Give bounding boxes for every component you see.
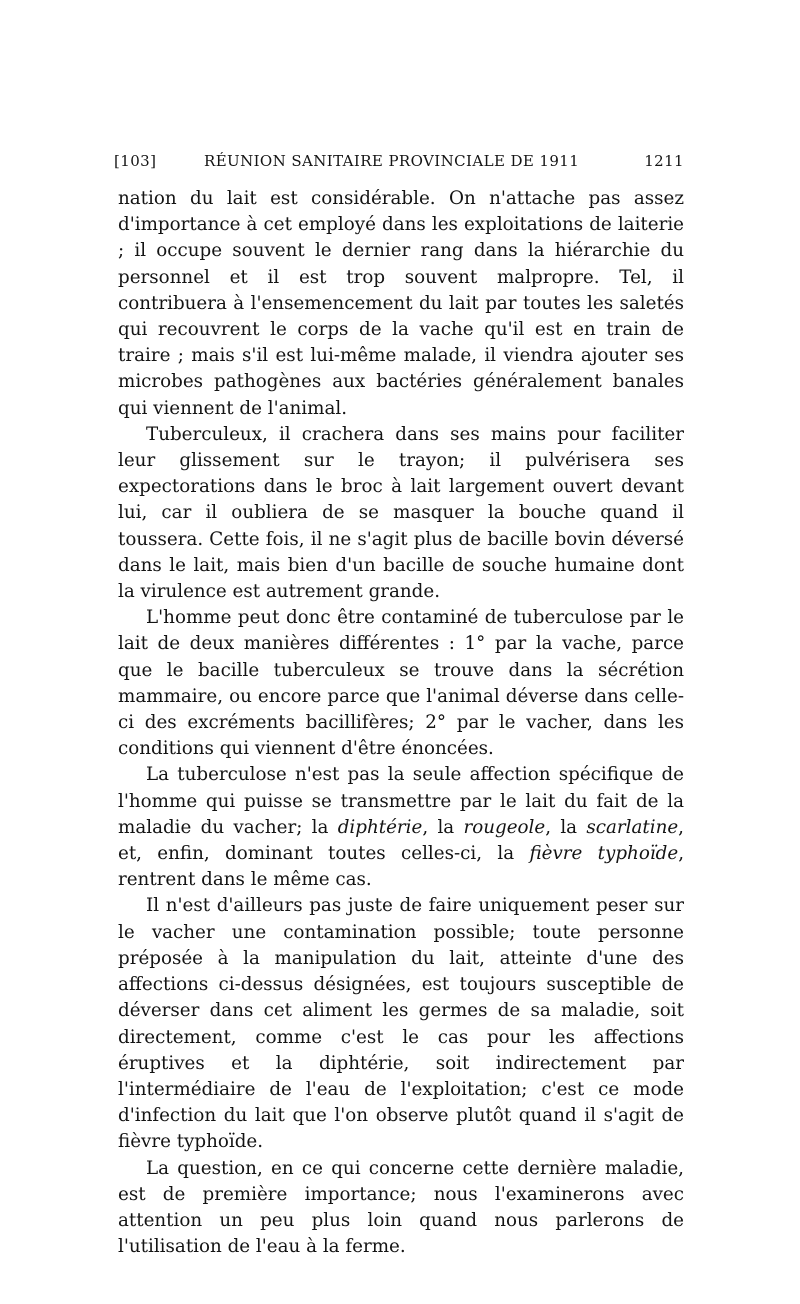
text-run: Tuberculeux, il crachera dans ses mains pour faciliter leur glissement sur le trayon; il pulvérisera ses expectorations dans le broc à lait largement ouvert devant lui, car il oubliera de se masquer la bouche quand il toussera. Cette fois, il ne s'agit plus de bacille bovin déversé dans le lait, mais bien d'un bacille de souche humaine dont la virulence est autrement grande. [118,423,684,603]
text-run: nation du lait est considérable. On n'attache pas assez d'importance à cet employé dans les exploitations de laiterie ; il occupe souvent le dernier rang dans la hiérarchie du personnel et il est trop souvent malpropre. Tel, il contribuera à l'ensemencement du lait par toutes les saletés qui recouvrent le corps de la vache qu'il est en train de traire ; mais s'il est lui-même malade, il viendra ajouter ses microbes pathogènes aux bactéries généralement banales qui viennent de l'animal. [118,188,684,419]
text-run: La tuberculose n'est pas la seule affection spécifique de l'homme qui puisse se transmettre par le lait du fait de la maladie du vacher; la [118,764,684,838]
section-number: [103] [114,152,157,170]
italic-term: rougeole [463,816,546,838]
book-page [114,148,684,1260]
running-title: RÉUNION SANITAIRE PROVINCIALE DE 1911 [204,152,580,170]
text-run: , et, enfin, dominant toutes celles-ci, la [118,816,684,865]
italic-term: fièvre typhoïde [529,843,679,865]
text-run: Il n'est d'ailleurs pas juste de faire uniquement peser sur le vacher une contamination possible; toute personne préposée à la manipulation du lait, atteinte d'une des affections ci-dessus désignées, est toujours susceptible de déverser dans cet aliment les germes de sa maladie, soit directement, comme c'est le cas pour les affections éruptives et la diphtérie, soit indirectement par l'intermédiaire de l'eau de l'exploitation; c'est ce mode d'infection du lait que l'on observe plutôt quand il s'agit de fièvre typhoïde. [118,895,684,1153]
paragraph-1 [118,186,684,422]
italic-term: scarlatine [586,816,679,838]
paragraph-6 [118,1156,684,1261]
text-run: , la [545,816,587,838]
text-run: L'homme peut donc être contaminé de tuberculose par le lait de deux manières différentes : 1° par la vache, parce que le bacille tuberculeux se trouve dans la sécrétion mammaire, ou encore parce que l'animal déverse dans celle-ci des excréments bacillifères; 2° par le vacher, dans les conditions qui viennent d'être énoncées. [118,607,684,760]
italic-term: diphtérie [337,816,423,838]
paragraph-2 [118,422,684,605]
text-run: La question, en ce qui concerne cette dernière maladie, est de première importance; nous l'examinerons avec attention un peu plus loin quand nous parlerons de l'utilisation de l'eau à la ferme. [118,1157,684,1258]
running-header [114,148,684,174]
body-text [118,186,684,1260]
paragraph-3 [118,605,684,762]
text-run: , rentrent dans le même cas. [118,843,684,891]
page-number: 1211 [644,152,684,170]
paragraph-5 [118,893,684,1155]
text-run: , la [422,816,464,838]
paragraph-4 [118,762,684,893]
